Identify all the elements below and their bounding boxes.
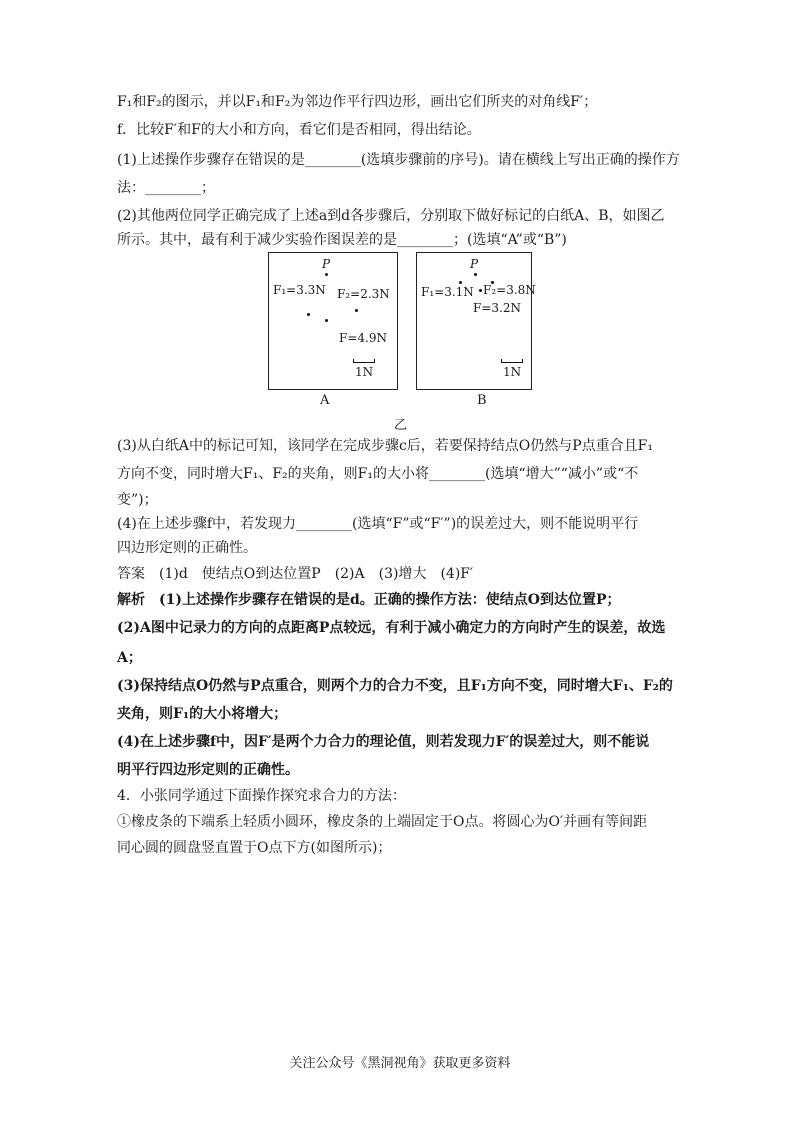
text-line: 变”)； (117, 492, 158, 508)
analysis-line: 解析 (1)上述操作步骤存在错误的是d。正确的操作方法：使结点O到达位置P； (117, 592, 621, 608)
f2-label: F₂=3.8N (483, 283, 536, 297)
f-label: F=3.2N (473, 301, 521, 315)
question-4: (4)在上述步骤f中，若发现力________(选填“F”或“F′”)的误差过大，则不能说明平行 (117, 516, 639, 532)
text-line: 所示。其中，最有利于减少实验作图误差的是________；(选填“A”或“B”) (117, 232, 567, 248)
problem-4-title: 4．小张同学通过下面操作探究求合力的方法： (117, 788, 406, 804)
text-line: 法：________； (117, 180, 215, 196)
marker-dot (325, 319, 328, 322)
analysis-line: A； (117, 650, 142, 666)
scale-label: 1N (503, 365, 522, 379)
point-p-label: P (470, 257, 479, 271)
text-line: f．比较F′和F的大小和方向，看它们是否相同，得出结论。 (117, 122, 481, 138)
f2-label: F₂=2.3N (337, 287, 390, 301)
f2-direction-dot (355, 309, 358, 312)
f1-direction-dot (459, 281, 462, 284)
scale-bar (501, 359, 523, 363)
figure-caption: 乙 (394, 418, 408, 433)
text-line: F₁和F₂的图示，并以F₁和F₂为邻边作平行四边形，画出它们所夹的对角线F′； (117, 94, 598, 110)
text-line: 同心圆的圆盘竖直置于O点下方(如图所示)； (117, 840, 392, 856)
analysis-line: (3)保持结点O仍然与P点重合，则两个力的合力不变，且F₁方向不变，同时增大F₁、F₂的 (117, 678, 673, 694)
scale-label: 1N (355, 365, 374, 379)
f1-label: F₁=3.3N (273, 283, 326, 297)
text-line: 四边形定则的正确性。 (117, 540, 257, 556)
question-3: (3)从白纸A中的标记可知，该同学在完成步骤c后，若要保持结点O仍然与P点重合且F₁ (117, 438, 654, 454)
footer-note: 关注公众号《黑洞视角》获取更多资料 (289, 1056, 511, 1071)
analysis-line: (4)在上述步骤f中，因F′是两个力合力的理论值，则若发现力F′的误差过大，则不能说 (117, 734, 650, 750)
f-label: F=4.9N (339, 331, 387, 345)
paper-a (268, 252, 398, 390)
question-2: (2)其他两位同学正确完成了上述a到d各步骤后，分别取下做好标记的白纸A、B，如图乙 (117, 208, 665, 224)
panel-a-caption: A (320, 393, 330, 408)
panel-b-caption: B (477, 393, 487, 408)
marker-dot (479, 289, 482, 292)
scale-bar (353, 359, 375, 363)
paper-b (416, 252, 536, 390)
text-line: 方向不变，同时增大F₁、F₂的夹角，则F₁的大小将________(选填“增大”“减小”或“不 (117, 466, 639, 482)
point-p (474, 273, 477, 276)
text-line: ①橡皮条的下端系上轻质小圆环，橡皮条的上端固定于O点。将圆心为O′并画有等间距 (117, 814, 648, 830)
analysis-line: 夹角，则F₁的大小将增大； (117, 706, 288, 722)
point-p-label: P (322, 257, 331, 271)
answer-line: 答案 (1)d 使结点O到达位置P (2)A (3)增大 (4)F′ (117, 566, 474, 582)
f1-label: F₁=3.1N (421, 285, 474, 299)
question-1: (1)上述操作步骤存在错误的是________(选填步骤前的序号)。请在横线上写出正确的操作方 (117, 152, 680, 168)
analysis-line: (2)A图中记录力的方向的点距离P点较远，有利于减小确定力的方向时产生的误差，故选 (117, 620, 666, 636)
point-p (325, 273, 328, 276)
f1-direction-dot (307, 313, 310, 316)
analysis-line: 明平行四边形定则的正确性。 (117, 762, 299, 778)
